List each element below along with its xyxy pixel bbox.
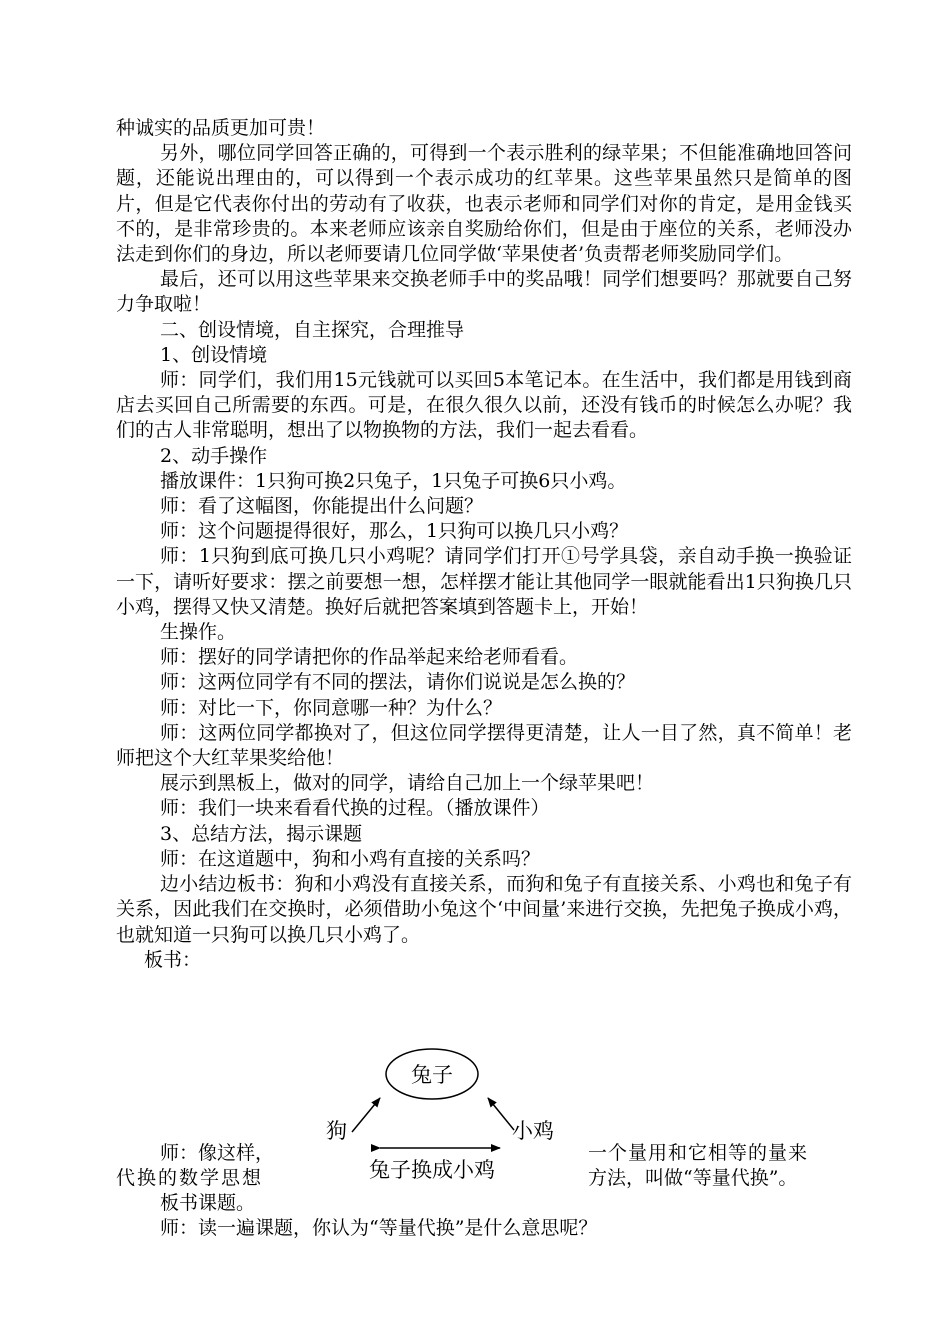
paragraph: 师：摆好的同学请把你的作品举起来给老师看看。 — [160, 646, 579, 669]
chick-to-rabbit-arrow — [488, 1098, 514, 1130]
paragraph: 师：同学们，我们用15元钱就可以买回5本笔记本。在生活中，我们都是用钱到商店去买回自己所需要的东西。可是，在很久很久以前，还没有钱币的时候怎么办呢？我们的古人非常聪明，想出了以物换物的方法，我们一起去看看。 — [116, 369, 852, 442]
paragraph: 播放课件：1只狗可换2只兔子，1只兔子可换6只小鸡。 — [160, 469, 627, 492]
dog-to-rabbit-arrow — [352, 1098, 380, 1132]
paragraph: 最后，还可以用这些苹果来交换老师手中的奖品哦！同学们想要吗？那就要自己努力争取啦！ — [116, 268, 852, 316]
paragraph: 师：我们一块来看看代换的过程。（播放课件） — [160, 797, 550, 820]
body-text — [116, 116, 852, 973]
board-label: 板书： — [144, 948, 202, 971]
paragraph: 生操作。 — [160, 621, 237, 644]
paragraph: 展示到黑板上，做对的同学，请给自己加上一个绿苹果吧！ — [160, 772, 655, 795]
subsection-heading: 2、动手操作 — [160, 444, 268, 467]
dog-node-label: 狗 — [326, 1119, 347, 1143]
exchange-diagram — [310, 1040, 580, 1190]
chick-node-label: 小鸡 — [512, 1119, 554, 1143]
bottom-right-line2: 方法，叫做“等量代换”。 — [588, 1167, 798, 1189]
paragraph: 种诚实的品质更加可贵！ — [116, 117, 326, 139]
paragraph: 师：1只狗到底可换几只小鸡呢？请同学们打开①号学具袋，亲自动手换一换验证一下，请听好要求：摆之前要想一想，怎样摆才能让其他同学一眼就能看出1只狗换几只小鸡，摆得又快又清楚。换好后就把答案填到答题卡上，开始！ — [116, 545, 852, 618]
paragraph: 师：看了这幅图，你能提出什么问题？ — [160, 495, 484, 518]
section-heading: 二、创设情境，自主探究，合理推导 — [160, 318, 465, 341]
subsection-heading: 1、创设情境 — [160, 343, 268, 366]
paragraph: 边小结边板书：狗和小鸡没有直接关系，而狗和兔子有直接关系、小鸡也和兔子有关系，因此我们在交换时，必须借助小兔这个‘中间量’来进行交换，先把兔子换成小鸡，也就知道一只狗可以换几只小鸡了。 — [116, 873, 852, 946]
paragraph: 师：这个问题提得很好，那么，1只狗可以换几只小鸡？ — [160, 520, 629, 543]
subsection-heading: 3、总结方法，揭示课题 — [160, 822, 363, 845]
paragraph: 师：对比一下，你同意哪一种？为什么？ — [160, 696, 503, 719]
rabbit-node-label: 兔子 — [411, 1063, 453, 1087]
bottom-left-line2: 代换的数学思想 — [116, 1167, 264, 1189]
closing-question: 师：读一遍课题，你认为“等量代换”是什么意思呢？ — [160, 1217, 598, 1239]
bottom-right-line1: 一个量用和它相等的量来 — [588, 1142, 809, 1164]
bottom-left-line1: 师：像这样， — [160, 1142, 275, 1164]
paragraph: 师：这两位同学都换对了，但这位同学摆得更清楚，让人一目了然，真不简单！老师把这个大红苹果奖给他！ — [116, 721, 852, 770]
paragraph: 另外，哪位同学回答正确的，可得到一个表示胜利的绿苹果；不但能准确地回答问题，还能说出理由的，可以得到一个表示成功的红苹果。这些苹果虽然只是简单的图片，但是它代表你付出的劳动有了收获，也表示老师和同学们对你的肯定，是用金钱买不的，是非常珍贵的。本来老师应该亲自奖励给你们，但是由于座位的关系，老师没办法走到你们的身边，所以老师要请几位同学做‘苹果使者’负责帮老师奖励同学们。 — [116, 142, 852, 266]
paragraph: 师：这两位同学有不同的摆法，请你们说说是怎么换的？ — [160, 671, 636, 694]
exchange-label: 兔子换成小鸡 — [369, 1158, 495, 1182]
board-title-note: 板书课题。 — [160, 1192, 256, 1214]
paragraph: 师：在这道题中，狗和小鸡有直接的关系吗？ — [160, 847, 541, 870]
